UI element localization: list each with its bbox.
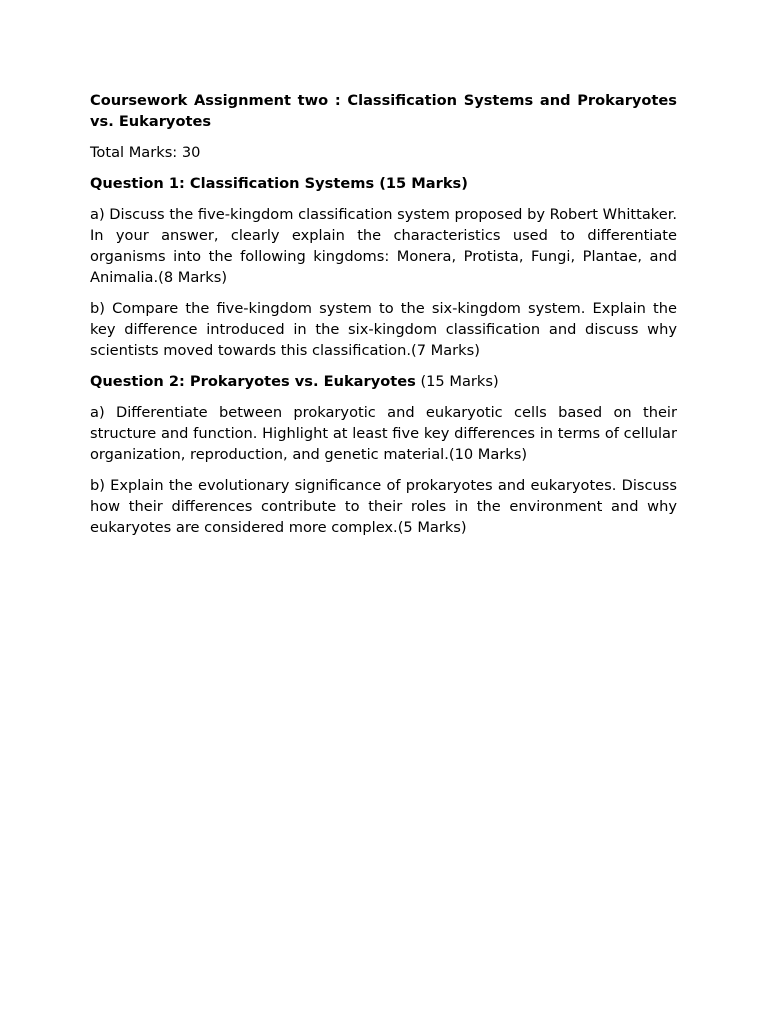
question-2-heading-marks: (15 Marks) [415,373,499,390]
question-2-part-b: b) Explain the evolutionary significance of prokaryotes and eukaryotes. Discuss how their differences contribute to their roles in the environment and why eukaryotes are considered more complex.(5 Marks) [90,477,677,536]
document-page [90,90,677,548]
question-1-heading [90,173,677,194]
question-2-heading [90,371,677,392]
question-2-heading-text: Question 2: Prokaryotes vs. Eukaryotes [90,373,416,390]
question-1-part-a: a) Discuss the five-kingdom classification system proposed by Robert Whittaker. In your answer, clearly explain the characteristics used to differentiate organisms into the following kingdoms: Monera, Protista, Fungi, Plantae, and Animalia.(8 Marks) [90,206,677,286]
total-marks: Total Marks: 30 [90,144,201,161]
question-1-part-b: b) Compare the five-kingdom system to the six-kingdom system. Explain the key difference introduced in the six-kingdom classification and discuss why scientists moved towards this classification.(7 Marks) [90,300,677,359]
question-2-part-a: a) Differentiate between prokaryotic and eukaryotic cells based on their structure and function. Highlight at least five key differences in terms of cellular organization, reproduction, and genetic material.(10 Marks) [90,404,677,463]
document-title: Coursework Assignment two : Classification Systems and Prokaryotes vs. Eukaryotes [90,92,677,130]
question-1-heading-text: Question 1: Classification Systems (15 Marks) [90,175,468,192]
